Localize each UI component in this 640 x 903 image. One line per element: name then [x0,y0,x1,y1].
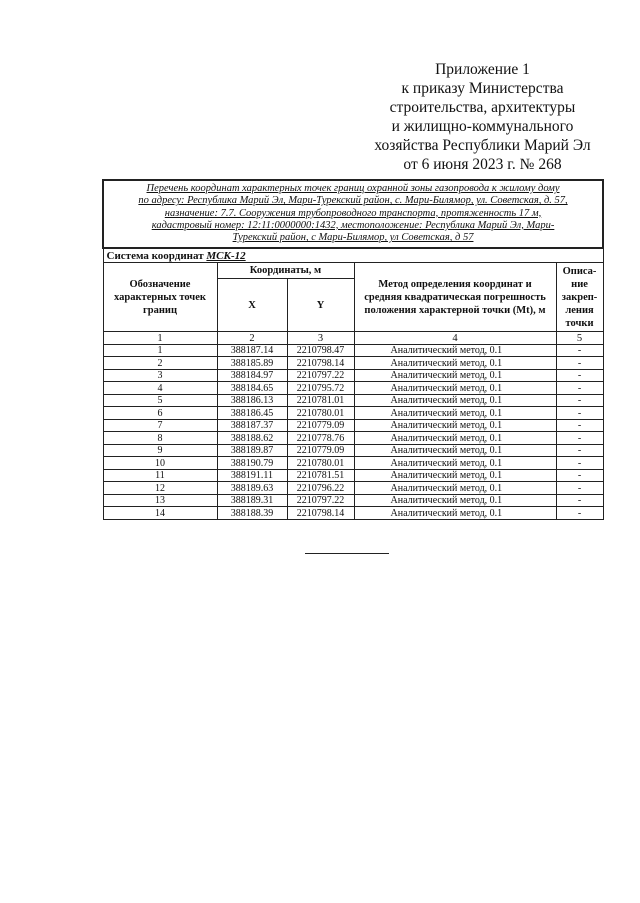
table-row [103,432,603,445]
point-id-cell: 10 [103,457,217,470]
column-number: 2 [217,332,287,345]
y-coordinate-cell: 2210798.14 [287,507,354,520]
y-coordinate-cell: 2210798.47 [287,344,354,357]
x-coordinate-cell: 388184.97 [217,369,287,382]
coordinate-system-value: МСК-12 [206,249,246,262]
caption-line: по адресу: Республика Марий Эл, Мари-Турекский район, с. Мари-Билямор, ул. Советская, д. 57, [138,195,568,207]
description-cell: - [556,494,603,507]
description-cell: - [556,507,603,520]
description-cell: - [556,469,603,482]
x-coordinate-cell: 388187.37 [217,419,287,432]
point-id-cell: 2 [103,357,217,370]
method-cell: Аналитический метод, 0.1 [354,394,556,407]
y-coordinate-cell: 2210779.09 [287,444,354,457]
method-cell: Аналитический метод, 0.1 [354,432,556,445]
appendix-line: к приказу Министерства [401,80,564,97]
appendix-line: хозяйства Республики Марий Эл [374,137,591,154]
point-id-cell: 7 [103,419,217,432]
point-id-cell: 3 [103,369,217,382]
description-cell: - [556,444,603,457]
table-row [103,507,603,520]
description-cell: - [556,457,603,470]
table-caption [103,180,603,248]
coordinates-table [102,179,604,520]
description-cell: - [556,382,603,395]
x-coordinate-cell: 388187.14 [217,344,287,357]
description-cell: - [556,344,603,357]
column-number: 1 [103,332,217,345]
method-cell: Аналитический метод, 0.1 [354,357,556,370]
x-coordinate-cell: 388186.45 [217,407,287,420]
table-row [103,382,603,395]
y-coordinate-cell: 2210780.01 [287,457,354,470]
coordinate-system [103,248,603,263]
x-coordinate-cell: 388188.39 [217,507,287,520]
point-id-cell: 4 [103,382,217,395]
header-x: X [217,279,287,332]
y-coordinate-cell: 2210797.22 [287,369,354,382]
point-id-cell: 6 [103,407,217,420]
method-cell: Аналитический метод, 0.1 [354,507,556,520]
point-id-cell: 12 [103,482,217,495]
table-row [103,457,603,470]
caption-line: назначение: 7.7. Сооружения трубопроводного транспорта, протяженность 17 м, [164,207,542,219]
divider-line [305,553,389,554]
point-id-cell: 9 [103,444,217,457]
header-y: Y [287,279,354,332]
point-id-cell: 14 [103,507,217,520]
method-cell: Аналитический метод, 0.1 [354,457,556,470]
point-id-cell: 8 [103,432,217,445]
table-row [103,407,603,420]
header-method: Метод определения координат и средняя квадратическая погрешность положения характерной точки (Mt), м [354,263,556,332]
caption-line: Турекский район, с Мари-Билямор, ул Советская, д 57 [232,232,474,244]
column-number: 5 [556,332,603,345]
x-coordinate-cell: 388186.13 [217,394,287,407]
x-coordinate-cell: 388189.63 [217,482,287,495]
description-cell: - [556,419,603,432]
table-row [103,482,603,495]
y-coordinate-cell: 2210779.09 [287,419,354,432]
method-cell: Аналитический метод, 0.1 [354,469,556,482]
appendix-header [365,60,600,174]
point-id-cell: 5 [103,394,217,407]
header-coordinates: Координаты, м [217,263,354,279]
y-coordinate-cell: 2210795.72 [287,382,354,395]
x-coordinate-cell: 388188.62 [217,432,287,445]
point-id-cell: 1 [103,344,217,357]
appendix-title: Приложение 1 [435,61,530,78]
y-coordinate-cell: 2210797.22 [287,494,354,507]
x-coordinate-cell: 388191.11 [217,469,287,482]
y-coordinate-cell: 2210778.76 [287,432,354,445]
x-coordinate-cell: 388185.89 [217,357,287,370]
y-coordinate-cell: 2210781.51 [287,469,354,482]
method-cell: Аналитический метод, 0.1 [354,419,556,432]
table-row [103,369,603,382]
table-row [103,419,603,432]
appendix-line: и жилищно-коммунального [391,118,574,135]
table-row [103,394,603,407]
x-coordinate-cell: 388189.31 [217,494,287,507]
method-cell: Аналитический метод, 0.1 [354,494,556,507]
x-coordinate-cell: 388184.65 [217,382,287,395]
table-row [103,469,603,482]
caption-line: Перечень координат характерных точек границ охранной зоны газопровода к жилому дому [146,183,560,194]
point-id-cell: 13 [103,494,217,507]
appendix-line: строительства, архитектуры [389,99,576,116]
y-coordinate-cell: 2210796.22 [287,482,354,495]
method-cell: Аналитический метод, 0.1 [354,444,556,457]
appendix-date: от 6 июня 2023 г. № 268 [403,156,562,173]
caption-line: кадастровый номер: 12:11:0000000:1432, местоположение: Республика Марий Эл, Мари- [151,219,555,231]
table-row [103,344,603,357]
point-id-cell: 11 [103,469,217,482]
description-cell: - [556,394,603,407]
description-cell: - [556,432,603,445]
y-coordinate-cell: 2210780.01 [287,407,354,420]
header-point: Обозначение характерных точек границ [103,263,217,332]
x-coordinate-cell: 388189.87 [217,444,287,457]
column-number: 4 [354,332,556,345]
method-cell: Аналитический метод, 0.1 [354,344,556,357]
description-cell: - [556,369,603,382]
method-cell: Аналитический метод, 0.1 [354,369,556,382]
description-cell: - [556,482,603,495]
y-coordinate-cell: 2210798.14 [287,357,354,370]
column-number: 3 [287,332,354,345]
description-cell: - [556,407,603,420]
coordinate-system-label: Система координат [106,249,207,262]
method-cell: Аналитический метод, 0.1 [354,482,556,495]
table-row [103,444,603,457]
x-coordinate-cell: 388190.79 [217,457,287,470]
table-row [103,494,603,507]
y-coordinate-cell: 2210781.01 [287,394,354,407]
description-cell: - [556,357,603,370]
header-description: Описа-ние закреп-ления точки [556,263,603,332]
method-cell: Аналитический метод, 0.1 [354,407,556,420]
method-cell: Аналитический метод, 0.1 [354,382,556,395]
table-row [103,357,603,370]
